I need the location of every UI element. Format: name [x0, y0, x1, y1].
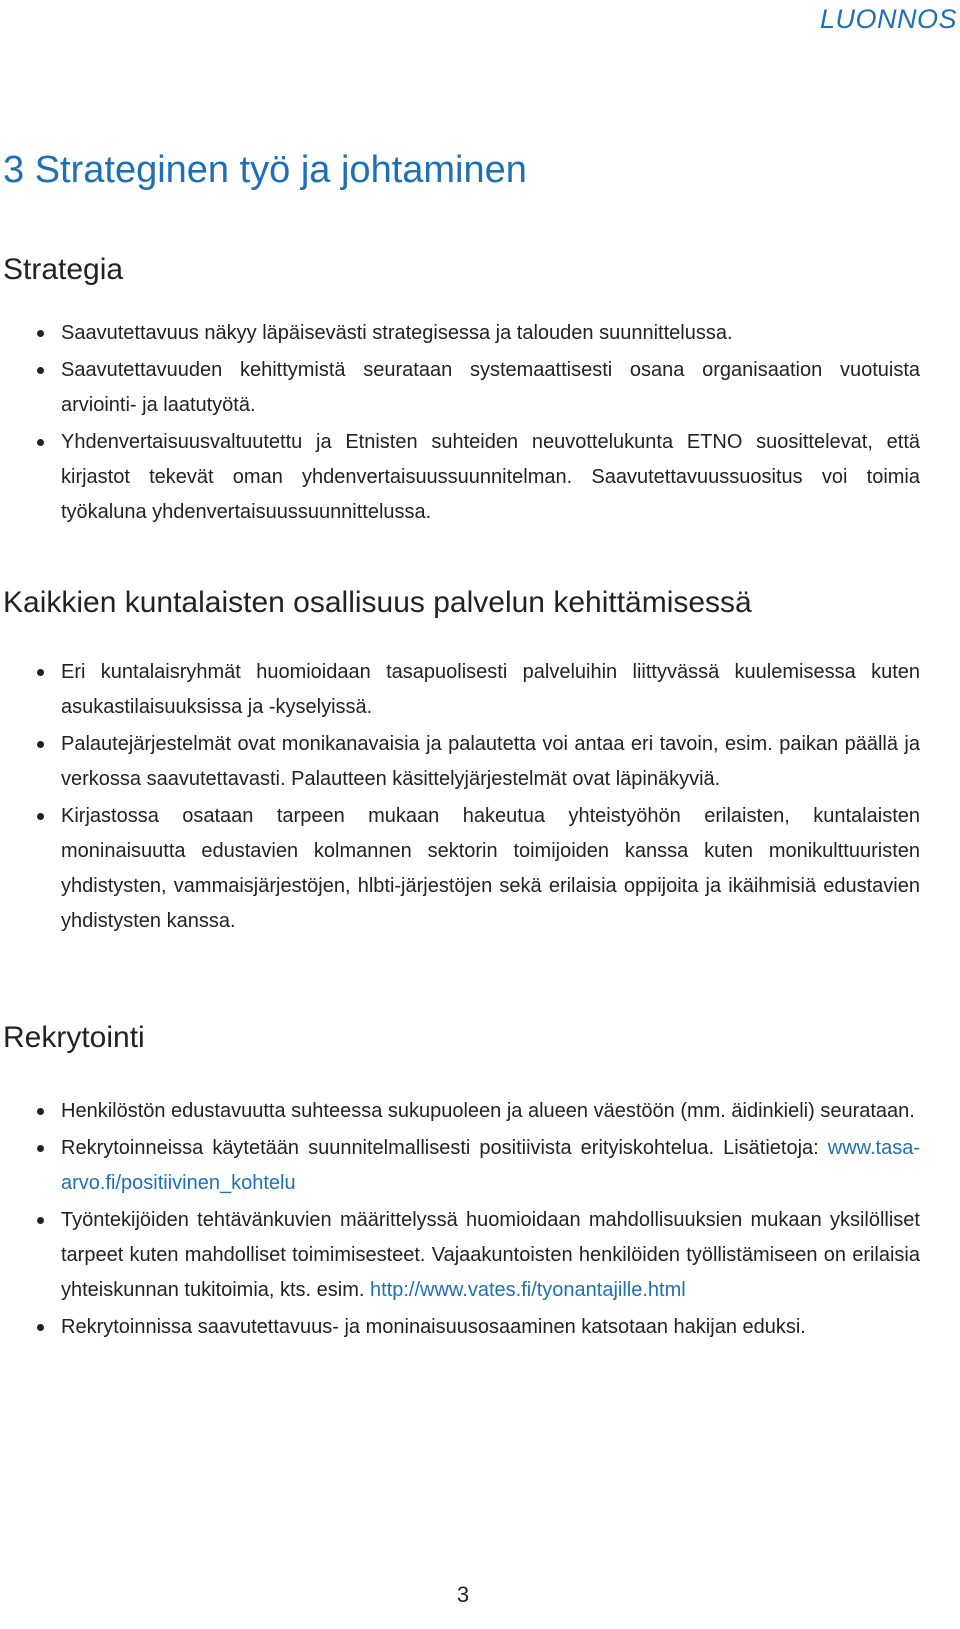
bullet-icon: [37, 1324, 44, 1331]
list-item-text: Työntekijöiden tehtävänkuvien määrittelyssä huomioidaan mahdollisuuksien mukaan yksilölliset tarpeet kuten mahdolliset toimimisesteet. Vajaakuntoisten henkilöiden työllistämiseen on erilaisia yhteiskunnan tukitoimia, kts. esim.: [61, 1209, 920, 1301]
list-item-text: Saavutettavuus näkyy läpäisevästi strategisessa ja talouden suunnittelussa.: [61, 322, 733, 344]
list-item-text: Eri kuntalaisryhmät huomioidaan tasapuolisesti palveluihin liittyvässä kuulemisessa kuten asukastilaisuuksissa ja -kyselyissä.: [61, 661, 920, 718]
bullet-icon: [37, 813, 44, 820]
list-item-text: Rekrytoinneissa käytetään suunnitelmallisesti positiivista erityiskohtelua. Lisätietoja:: [61, 1137, 828, 1159]
section-osallisuus: [0, 585, 920, 941]
bullet-icon: [37, 1217, 44, 1224]
tasa-arvo-link[interactable]: www.tasa-arvo.fi/positiivinen_kohtelu: [61, 1137, 920, 1194]
bullet-icon: [37, 1108, 44, 1115]
page-number: 3: [456, 1582, 470, 1607]
list-item-text: Kirjastossa osataan tarpeen mukaan hakeutua yhteistyöhön erilaisten, kuntalaisten moninaisuutta edustavien kolmannen sektorin toimijoiden kanssa kuten monikulttuuristen yhdistysten, vammaisjärjestöjen, hlbti-järjestöjen sekä erilaisia oppijoita ja ikäihmisiä edustavien yhdistysten kanssa.: [61, 805, 920, 932]
bullet-icon: [37, 439, 44, 446]
section-rekrytointi: [0, 1020, 920, 1347]
bullet-icon: [37, 1145, 44, 1152]
list-item-text: Saavutettavuuden kehittymistä seurataan systemaattisesti osana organisaation vuotuista arviointi- ja laatutyötä.: [61, 359, 920, 416]
bullet-icon: [37, 669, 44, 676]
list-item: [0, 799, 920, 939]
list-item-text: Yhdenvertaisuusvaltuutettu ja Etnisten suhteiden neuvottelukunta ETNO suosittelevat, että kirjastot tekevät oman yhdenvertaisuussuunnitelman. Saavutettavuussuositus voi toimia työkaluna yhdenvertaisuussuunnittelussa.: [61, 431, 920, 523]
section-strategia: [0, 252, 920, 532]
list-item: [0, 1203, 920, 1308]
list-item: [0, 353, 920, 423]
list-item: [0, 655, 920, 725]
bullet-list: [0, 655, 920, 939]
list-item-text: Rekrytoinnissa saavutettavuus- ja moninaisuusosaaminen katsotaan hakijan eduksi.: [61, 1316, 806, 1338]
bullet-icon: [37, 330, 44, 337]
vates-link[interactable]: http://www.vates.fi/tyonantajille.html: [370, 1279, 686, 1301]
list-item: [0, 1094, 920, 1129]
bullet-icon: [37, 741, 44, 748]
draft-label: LUONNOS: [819, 4, 957, 34]
list-item: [0, 425, 920, 530]
chapter-title: 3 Strateginen työ ja johtaminen: [3, 149, 527, 191]
section-heading: Strategia: [3, 253, 124, 286]
list-item: [0, 727, 920, 797]
list-item: [0, 1131, 920, 1201]
bullet-list: [0, 1094, 920, 1345]
list-item: [0, 1310, 920, 1345]
section-heading: Rekrytointi: [3, 1021, 145, 1054]
list-item: [0, 316, 920, 351]
bullet-list: [0, 316, 920, 530]
section-heading: Kaikkien kuntalaisten osallisuus palvelun kehittämisessä: [3, 586, 752, 619]
list-item-text: Henkilöstön edustavuutta suhteessa sukupuoleen ja alueen väestöön (mm. äidinkieli) seurataan.: [61, 1100, 915, 1122]
bullet-icon: [37, 367, 44, 374]
list-item-text: Palautejärjestelmät ovat monikanavaisia ja palautetta voi antaa eri tavoin, esim. paikan päällä ja verkossa saavutettavasti. Palautteen käsittelyjärjestelmät ovat läpinäkyviä.: [61, 733, 920, 790]
